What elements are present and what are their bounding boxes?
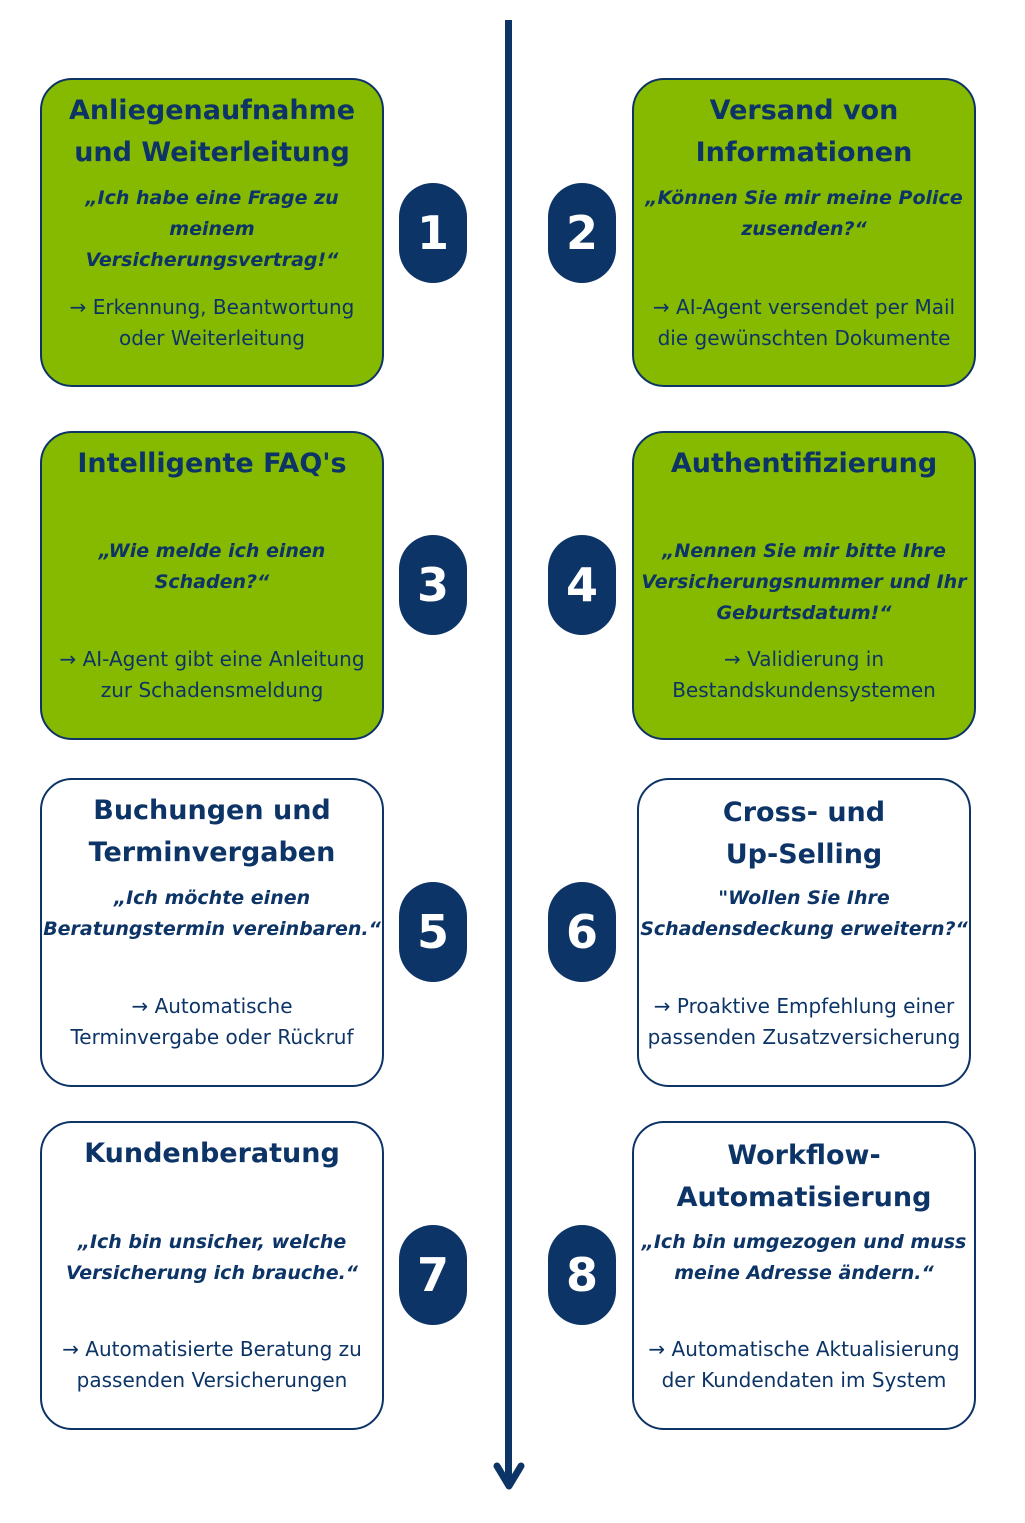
- step-title: Kundenberatung: [84, 1138, 340, 1169]
- step-number-badge-5: 5: [399, 882, 467, 982]
- step-result: → Erkennung, Beantwortung oder Weiterleitung: [69, 295, 355, 350]
- step-quote: „Ich möchte einen Beratungstermin vereinbaren.“: [43, 887, 381, 940]
- step-number-badge-6: 6: [548, 882, 616, 982]
- step-card-7: [40, 1121, 384, 1430]
- step-quote: „Ich bin unsicher, welche Versicherung ich brauche.“: [65, 1231, 359, 1284]
- step-quote: „Ich habe eine Frage zu meinem Versicherungsvertrag!“: [85, 187, 339, 271]
- step-card-3: [40, 431, 384, 740]
- step-card-6: [637, 778, 971, 1087]
- step-quote: „Ich bin umgezogen und muss meine Adresse ändern.“: [641, 1231, 967, 1284]
- step-result: → AI-Agent versendet per Mail die gewünschten Dokumente: [652, 295, 956, 350]
- step-title: Intelligente FAQ's: [77, 448, 347, 479]
- step-quote: „Nennen Sie mir bitte Ihre Versicherungsnummer und Ihr Geburtsdatum!“: [641, 540, 967, 624]
- step-result: → Automatisierte Beratung zu passenden Versicherungen: [62, 1337, 362, 1392]
- step-number-badge-2: 2: [548, 183, 616, 283]
- step-card-1: [40, 78, 384, 387]
- step-title: Workflow- Automatisierung: [676, 1140, 932, 1213]
- step-quote: „Wie melde ich einen Schaden?“: [98, 540, 326, 593]
- step-result: → Automatische Terminvergabe oder Rückruf: [70, 994, 354, 1049]
- step-title: Versand von Informationen: [695, 95, 913, 168]
- step-quote: "Wollen Sie Ihre Schadensdeckung erweitern?“: [640, 887, 968, 940]
- step-card-4: [632, 431, 976, 740]
- step-number-badge-7: 7: [399, 1225, 467, 1325]
- step-title: Anliegenaufnahme und Weiterleitung: [68, 95, 356, 168]
- step-result: → Automatische Aktualisierung der Kundendaten im System: [648, 1337, 960, 1392]
- step-number-badge-4: 4: [548, 535, 616, 635]
- step-number-badge-8: 8: [548, 1225, 616, 1325]
- step-title: Authentifizierung: [670, 448, 938, 479]
- step-result: → Proaktive Empfehlung einer passenden Zusatzversicherung: [647, 994, 961, 1049]
- step-result: → AI-Agent gibt eine Anleitung zur Schadensmeldung: [59, 647, 365, 702]
- step-number-badge-1: 1: [399, 183, 467, 283]
- step-quote: „Können Sie mir meine Police zusenden?“: [645, 187, 963, 240]
- step-card-5: [40, 778, 384, 1087]
- step-result: → Validierung in Bestandskundensystemen: [672, 647, 936, 702]
- timeline-line: [505, 20, 512, 1482]
- step-title: Cross- und Up-Selling: [722, 797, 886, 870]
- timeline-arrow-icon: [493, 1462, 525, 1492]
- step-number-badge-3: 3: [399, 535, 467, 635]
- step-title: Buchungen und Terminvergaben: [88, 795, 336, 868]
- step-card-2: [632, 78, 976, 387]
- step-card-8: [632, 1121, 976, 1430]
